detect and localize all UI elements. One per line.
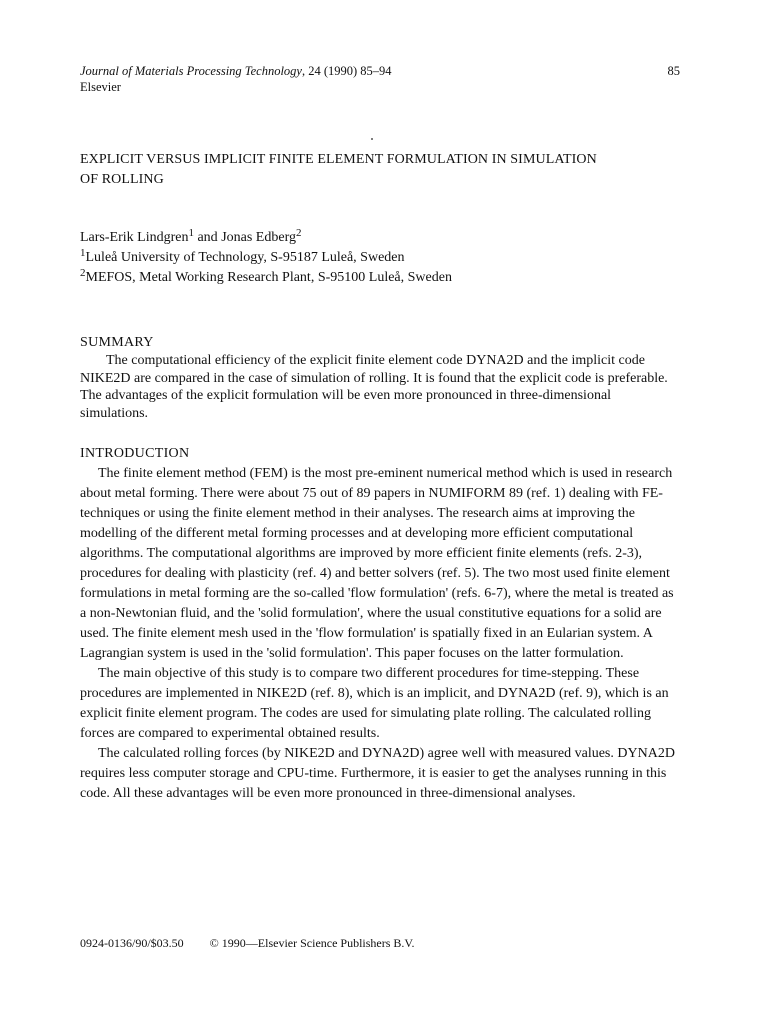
issn-price-code: 0924-0136/90/$03.50 <box>80 936 184 950</box>
affiliation-1-text: Luleå University of Technology, S-95187 Luleå, Sweden <box>85 250 405 265</box>
introduction-paragraph-3: The calculated rolling forces (by NIKE2D and DYNA2D) agree well with measured values. DYNA2D requires less computer storage and CPU-time. Furthermore, it is easier to get the analyses running in this code. All these advantages will be even more pronounced in three-dimensional analyses. <box>80 746 675 801</box>
introduction-paragraph-1: The finite element method (FEM) is the most pre-eminent numerical method which is used in research about metal forming. There were about 75 out of 89 papers in NUMIFORM 89 (ref. 1) dealing with FE-techniques or using the finite element method in their analyses. The research aims at improving the modelling of the different metal forming processes and at developing more efficient computational algorithms. The computational algorithms are improved by more efficient finite elements (refs. 2-3), procedures for dealing with plasticity (ref. 4) and better solvers (ref. 5). The two most used finite element formulations in metal forming are the so-called 'flow formulation' (refs. 6-7), where the metal is treated as a non-Newtonian fluid, and the 'solid formulation', where the usual constitutive equations for a solid are used. The finite element mesh used in the 'flow formulation' is spatially fixed in an Eularian system. A Lagrangian system is used in the 'solid formulation'. This paper focuses on the latter formulation. <box>80 466 674 661</box>
summary-section <box>80 334 680 422</box>
author-2: Jonas Edberg <box>221 230 296 245</box>
page-footer <box>80 935 680 951</box>
introduction-section <box>80 444 680 804</box>
affiliation-1 <box>80 248 690 268</box>
title-line-1: EXPLICIT VERSUS IMPLICIT FINITE ELEMENT FORMULATION IN SIMULATION <box>80 152 597 167</box>
affiliation-2-superscript: 2 <box>80 267 86 279</box>
scan-speck <box>371 138 373 140</box>
affiliation-2 <box>80 268 690 288</box>
title-line-2: OF ROLLING <box>80 172 164 187</box>
journal-header <box>80 63 680 95</box>
summary-text: The computational efficiency of the explicit finite element code DYNA2D and the implicit code NIKE2D are compared in the case of simulation of rolling. It is found that the explicit code is preferable. The advantages of the explicit formulation will be even more pronounced in three-dimensional simulations. <box>80 353 668 421</box>
affiliation-1-superscript: 1 <box>80 247 86 259</box>
author-1-superscript: 1 <box>188 227 194 239</box>
page-number: 85 <box>667 64 680 78</box>
affiliation-2-text: MEFOS, Metal Working Research Plant, S-95100 Luleå, Sweden <box>85 270 452 285</box>
journal-citation: , 24 (1990) 85–94 <box>301 64 392 78</box>
citation-line <box>80 63 680 79</box>
introduction-paragraph-2: The main objective of this study is to compare two different procedures for time-stepping. These procedures are implemented in NIKE2D (ref. 8), which is an implicit, and DYNA2D (ref. 9), which is an explicit finite element program. The codes are used for simulating plate rolling. The calculated rolling forces are compared to experimental obtained results. <box>80 666 669 741</box>
publisher: Elsevier <box>80 80 121 94</box>
copyright-notice: © 1990—Elsevier Science Publishers B.V. <box>209 936 415 950</box>
author-connector: and <box>193 230 222 245</box>
paper-title <box>80 150 690 190</box>
author-line <box>80 228 690 248</box>
author-block <box>80 228 690 288</box>
summary-heading: SUMMARY <box>80 335 154 350</box>
journal-name: Journal of Materials Processing Technology <box>80 64 302 78</box>
author-1: Lars-Erik Lindgren <box>80 230 189 245</box>
author-2-superscript: 2 <box>295 227 302 239</box>
introduction-heading: INTRODUCTION <box>80 446 190 461</box>
